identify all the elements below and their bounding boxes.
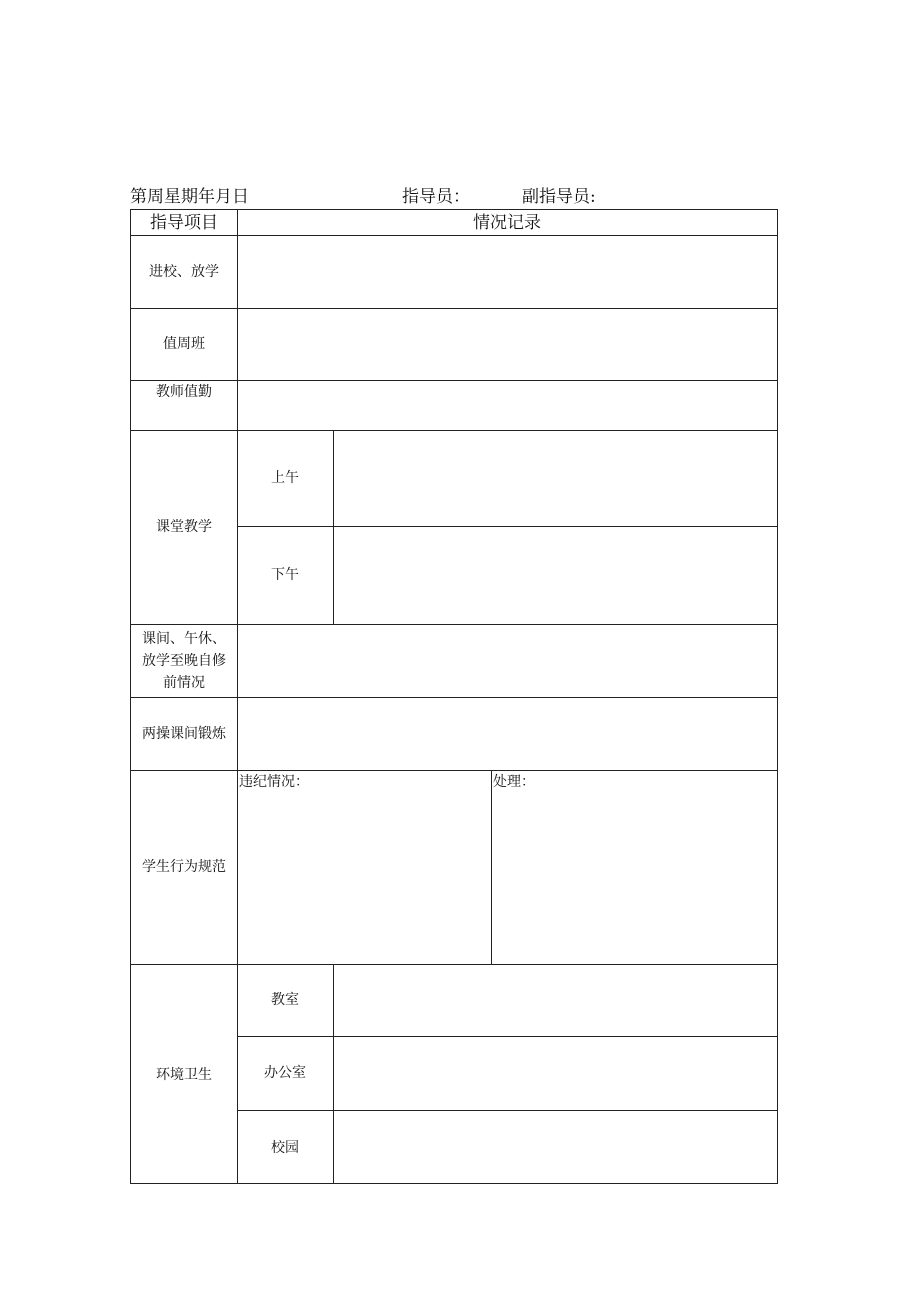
- deputy-mentor-label: 副指导员:: [522, 187, 596, 207]
- record-field-afternoon[interactable]: [334, 527, 777, 624]
- row-label-teacher-duty: 教师值勤: [156, 384, 212, 400]
- record-field-classroom[interactable]: [334, 965, 777, 1036]
- record-field-teacher-duty[interactable]: [238, 381, 777, 430]
- record-field-breaks[interactable]: [238, 625, 777, 697]
- row-label-student-behavior: 学生行为规范: [142, 859, 226, 875]
- sublabel-afternoon: 下午: [271, 567, 299, 583]
- record-field-violations[interactable]: [238, 794, 491, 964]
- row-label-breaks-line: 前情况: [163, 674, 205, 691]
- sublabel-office: 办公室: [264, 1065, 306, 1081]
- column-header-item: 指导项目: [150, 212, 218, 233]
- form-header: [130, 186, 780, 208]
- violations-label: 违纪情况：: [239, 774, 309, 790]
- mentor-label: 指导员：: [402, 187, 470, 207]
- row-label-duty-class: 值周班: [163, 336, 205, 352]
- column-header-record: 情况记录: [473, 212, 541, 233]
- record-field-morning[interactable]: [334, 431, 777, 526]
- record-field-campus[interactable]: [334, 1111, 777, 1185]
- row-label-exercise: 两操课间锻炼: [142, 725, 226, 742]
- sublabel-campus: 校园: [271, 1139, 299, 1156]
- record-field-office[interactable]: [334, 1037, 777, 1110]
- record-field-handling[interactable]: [492, 794, 777, 964]
- row-label-hygiene: 环境卫生: [156, 1066, 212, 1083]
- row-label-breaks-line: 放学至晚自修: [142, 652, 226, 669]
- row-label-arrival-dismissal: 进校、放学: [149, 263, 219, 280]
- row-label-breaks: [131, 624, 237, 697]
- inspection-form-table: [130, 209, 778, 1184]
- sublabel-morning: 上午: [271, 470, 299, 486]
- row-label-breaks-line: 课间、午休、: [142, 630, 226, 647]
- row-label-classroom-teaching: 课堂教学: [156, 519, 212, 535]
- handling-label: 处理：: [493, 774, 535, 790]
- date-line: 第周星期年月日: [130, 187, 249, 207]
- record-field-arrival[interactable]: [238, 236, 777, 308]
- record-field-exercise[interactable]: [238, 698, 777, 770]
- sublabel-classroom: 教室: [271, 992, 299, 1008]
- record-field-duty-class[interactable]: [238, 309, 777, 380]
